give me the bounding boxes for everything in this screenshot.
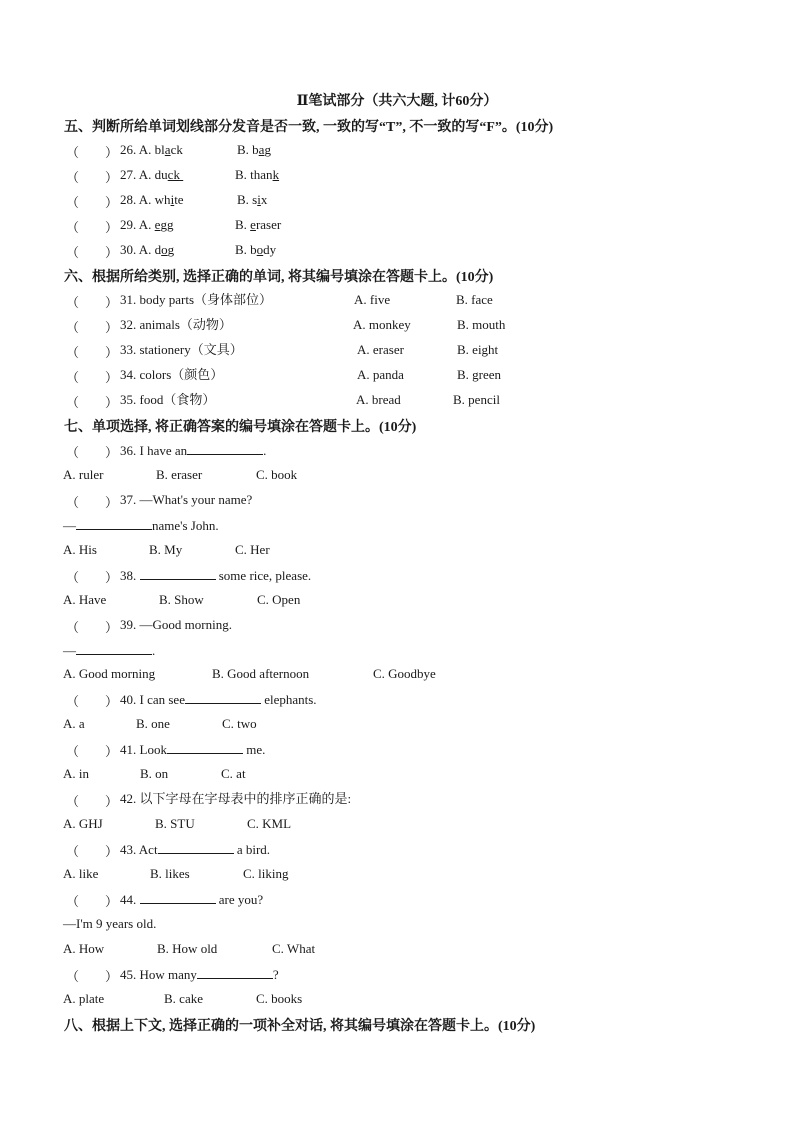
question-text: 38. some rice, please. bbox=[120, 568, 312, 583]
option-b: B. STU bbox=[155, 816, 195, 831]
answer-blank bbox=[158, 841, 234, 854]
option-a: A. like bbox=[63, 866, 99, 881]
underlined-letters: i bbox=[170, 192, 175, 207]
section-6-heading: 六、根据所给类别, 选择正确的单词, 将其编号填涂在答题卡上。(10分) bbox=[64, 270, 494, 285]
answer-blank bbox=[140, 891, 216, 904]
question-text: 44. are you? bbox=[120, 892, 264, 907]
underlined-letters: k bbox=[272, 167, 280, 182]
s5-item-28-b: B. six bbox=[237, 192, 268, 207]
reply-line: — . bbox=[63, 643, 156, 658]
s5-item-26-b: B. bag bbox=[237, 142, 271, 157]
option-b: B. on bbox=[140, 766, 169, 781]
reply-line: —I'm 9 years old. bbox=[63, 916, 157, 931]
option-b: B. green bbox=[457, 367, 502, 382]
question-text: 35. food（食物） bbox=[120, 392, 216, 407]
underlined-letters: e bbox=[250, 217, 256, 232]
answer-parenthesis: （ ） bbox=[66, 570, 119, 585]
s5-item-29-b: B. eraser bbox=[235, 217, 282, 232]
option-b: B. eight bbox=[457, 342, 499, 357]
question-text: 43. Act a bird. bbox=[120, 842, 271, 857]
option-a: A. Have bbox=[63, 592, 107, 607]
option-b: B. How old bbox=[157, 941, 218, 956]
option-c: C. book bbox=[256, 467, 298, 482]
s5-item-30-b: B. body bbox=[235, 242, 277, 257]
answer-parenthesis: （ ） bbox=[66, 370, 119, 385]
question-text: 45. How many ? bbox=[120, 967, 279, 982]
option-a: A. plate bbox=[63, 991, 105, 1006]
answer-parenthesis: （ ） bbox=[66, 694, 119, 709]
answer-blank bbox=[187, 442, 263, 455]
question-text: 31. body parts（身体部位） bbox=[120, 292, 273, 307]
s5-item-29-a: 29. A. egg bbox=[120, 217, 174, 232]
option-a: A. His bbox=[63, 542, 97, 557]
underlined-letters: a bbox=[164, 142, 171, 157]
answer-parenthesis: （ ） bbox=[66, 345, 119, 360]
option-a: A. eraser bbox=[357, 342, 404, 357]
option-a: A. panda bbox=[357, 367, 404, 382]
s5-item-30-a: 30. A. dog bbox=[120, 242, 175, 257]
answer-parenthesis: （ ） bbox=[66, 195, 119, 210]
answer-blank bbox=[167, 741, 243, 754]
s5-item-27-a: 27. A. duck bbox=[120, 167, 180, 182]
question-text: 33. stationery（文具） bbox=[120, 342, 243, 357]
option-c: C. Goodbye bbox=[373, 666, 436, 681]
answer-parenthesis: （ ） bbox=[66, 620, 119, 635]
section-7-heading: 七、单项选择, 将正确答案的编号填涂在答题卡上。(10分) bbox=[64, 420, 417, 435]
answer-parenthesis: （ ） bbox=[66, 395, 119, 410]
option-b: B. cake bbox=[164, 991, 203, 1006]
option-b: B. Show bbox=[159, 592, 204, 607]
option-c: C. Her bbox=[235, 542, 270, 557]
underlined-letters: e bbox=[154, 217, 161, 232]
option-a: A. GHJ bbox=[63, 816, 103, 831]
answer-parenthesis: （ ） bbox=[66, 969, 119, 984]
question-text: 39. —Good morning. bbox=[120, 617, 232, 632]
answer-parenthesis: （ ） bbox=[66, 844, 119, 859]
answer-parenthesis: （ ） bbox=[66, 794, 119, 809]
option-b: B. face bbox=[456, 292, 493, 307]
option-b: B. pencil bbox=[453, 392, 500, 407]
option-a: A. Good morning bbox=[63, 666, 156, 681]
option-c: C. KML bbox=[247, 816, 292, 831]
answer-parenthesis: （ ） bbox=[66, 445, 119, 460]
option-b: B. likes bbox=[150, 866, 190, 881]
option-a: A. ruler bbox=[63, 467, 104, 482]
option-a: A. a bbox=[63, 716, 85, 731]
question-text: 34. colors（颜色） bbox=[120, 367, 224, 382]
s5-item-28-a: 28. A. white bbox=[120, 192, 184, 207]
question-text: 36. I have an . bbox=[120, 443, 267, 458]
question-text: 40. I can see elephants. bbox=[120, 692, 317, 707]
section-8-heading: 八、根据上下文, 选择正确的一项补全对话, 将其编号填涂在答题卡上。(10分) bbox=[64, 1019, 536, 1034]
option-c: C. books bbox=[256, 991, 303, 1006]
option-c: C. Open bbox=[257, 592, 301, 607]
underlined-letters: a bbox=[258, 142, 265, 157]
answer-parenthesis: （ ） bbox=[66, 320, 119, 335]
option-a: A. How bbox=[63, 941, 105, 956]
option-c: C. at bbox=[221, 766, 246, 781]
option-b: B. mouth bbox=[457, 317, 506, 332]
page-title: Ⅱ笔试部分（共六大题, 计60分） bbox=[296, 94, 498, 109]
question-text: 42. 以下字母在字母表中的排序正确的是: bbox=[120, 791, 352, 806]
answer-blank bbox=[76, 517, 152, 530]
answer-blank bbox=[185, 691, 261, 704]
answer-blank bbox=[197, 966, 273, 979]
reply-line: — name's John. bbox=[63, 518, 219, 533]
underlined-letters: ck bbox=[167, 167, 180, 182]
underlined-letters: o bbox=[256, 242, 264, 257]
option-b: B. one bbox=[136, 716, 170, 731]
answer-parenthesis: （ ） bbox=[66, 220, 119, 235]
question-text: 37. —What's your name? bbox=[120, 492, 253, 507]
s5-item-26-a: 26. A. black bbox=[120, 142, 183, 157]
option-b: B. Good afternoon bbox=[212, 666, 310, 681]
answer-parenthesis: （ ） bbox=[66, 170, 119, 185]
answer-parenthesis: （ ） bbox=[66, 245, 119, 260]
answer-parenthesis: （ ） bbox=[66, 894, 119, 909]
option-c: C. two bbox=[222, 716, 257, 731]
underlined-letters: o bbox=[161, 242, 168, 257]
answer-parenthesis: （ ） bbox=[66, 295, 119, 310]
underlined-letters: i bbox=[257, 192, 261, 207]
option-a: A. in bbox=[63, 766, 89, 781]
answer-parenthesis: （ ） bbox=[66, 744, 119, 759]
option-b: B. My bbox=[149, 542, 183, 557]
answer-parenthesis: （ ） bbox=[66, 495, 119, 510]
option-c: C. What bbox=[272, 941, 316, 956]
answer-blank bbox=[76, 642, 152, 655]
section-5-heading: 五、判断所给单词划线部分发音是否一致, 一致的写“T”, 不一致的写“F”。(10分) bbox=[64, 120, 554, 135]
question-text: 41. Look me. bbox=[120, 742, 266, 757]
option-b: B. eraser bbox=[156, 467, 203, 482]
option-a: A. bread bbox=[356, 392, 401, 407]
s5-item-27-b: B. thank bbox=[235, 167, 280, 182]
answer-blank bbox=[140, 567, 216, 580]
option-c: C. liking bbox=[243, 866, 289, 881]
option-a: A. five bbox=[354, 292, 391, 307]
option-a: A. monkey bbox=[353, 317, 411, 332]
question-text: 32. animals（动物） bbox=[120, 317, 232, 332]
answer-parenthesis: （ ） bbox=[66, 145, 119, 160]
